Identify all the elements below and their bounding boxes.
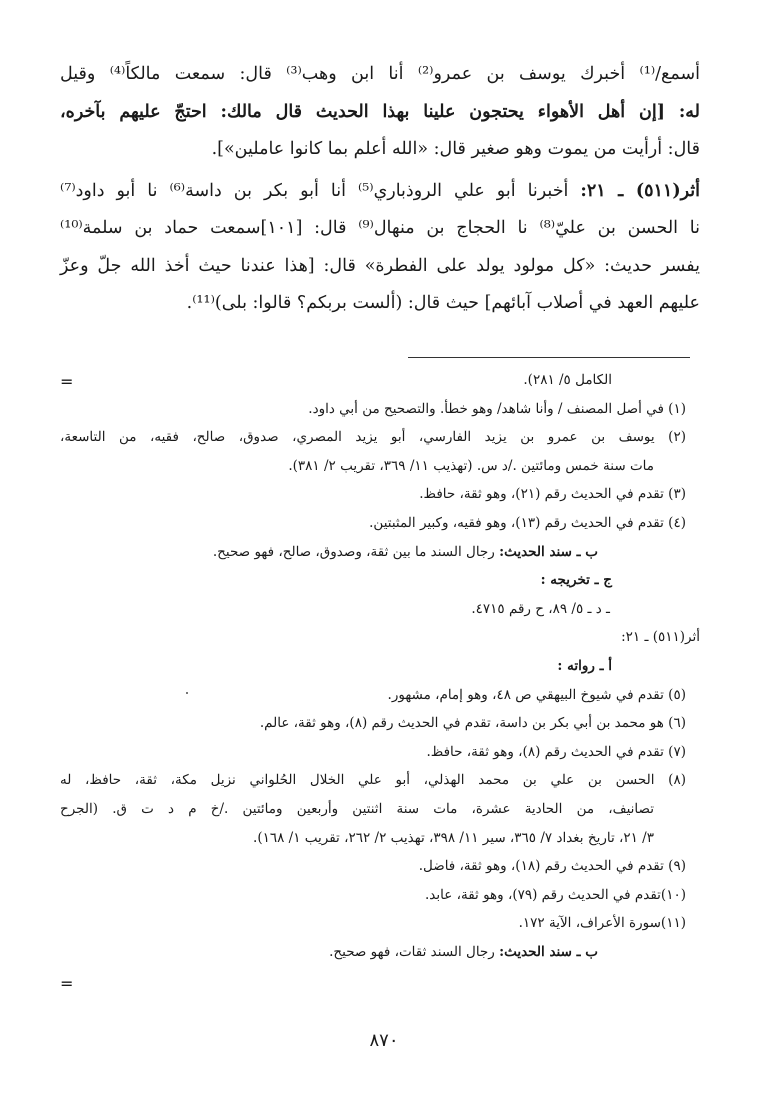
sanad-line: ب ـ سند الحديث: رجال السند ما بين ثقة، وصدوق، صالح، فهو صحيح. bbox=[212, 543, 598, 560]
footnote-1: (١) في أصل المصنف / وأنا شاهد/ وهو خطأ. والتصحيح من أبي داود. bbox=[308, 400, 686, 417]
footnote-8-cont: ٣/ ٢١، تاريخ بغداد ٧/ ٣٦٥، سير ١١/ ٣٩٨، تهذيب ٢/ ٢٦٢، تقريب ١/ ١٦٨). bbox=[253, 829, 654, 846]
main-line: عليهم العهد في أصلاب آبائهم] حيث قال: (ألست بربكم؟ قالوا: بلى)⁽¹¹⁾. bbox=[186, 293, 700, 313]
scan-speck bbox=[186, 692, 188, 694]
takhrij-line: ـ د ـ ٥/ ٨٩، ح رقم ٤٧١٥. bbox=[471, 600, 610, 617]
takhrij-heading: ج ـ تخريجه : bbox=[540, 572, 612, 589]
continuation-mark: = bbox=[60, 974, 74, 993]
main-line: له: [إن أهل الأهواء يحتجون علينا بهذا الحديث قال مالك: احتجّ عليهم بآخره، bbox=[60, 101, 700, 122]
athar-heading: أثر(٥١١) ـ ٢١: bbox=[580, 180, 700, 201]
athar-label: أثر(٥١١) ـ ٢١: bbox=[621, 629, 700, 646]
footnote-3: (٣) تقدم في الحديث رقم (٢١)، وهو ثقة، حافظ. bbox=[419, 486, 686, 503]
footnotes bbox=[60, 366, 700, 966]
main-line: أسمع/⁽¹⁾ أخبرك يوسف بن عمرو⁽²⁾ أنا ابن وهب⁽³⁾ قال: سمعت مالكاً⁽⁴⁾ وقيل bbox=[60, 64, 700, 84]
footnote-9: (٩) تقدم في الحديث رقم (١٨)، وهو ثقة، فاضل. bbox=[418, 858, 686, 875]
sanad-line: ب ـ سند الحديث: رجال السند ثقات، فهو صحيح. bbox=[329, 943, 598, 960]
ruwat-heading: أ ـ رواته : bbox=[557, 657, 612, 674]
footnote-8: (٨) الحسن بن علي بن محمد الهذلي، أبو علي الخلال الحُلواني نزيل مكة، ثقة، حافظ، له bbox=[60, 772, 686, 789]
footnote-6: (٦) هو محمد بن أبي بكر بن داسة، تقدم في الحديث رقم (٨)، وهو ثقة، عالم. bbox=[259, 715, 686, 732]
footnote-11: (١١)سورة الأعراف، الآية ١٧٢. bbox=[518, 915, 686, 932]
footnote-8-cont: تصانيف، من الحادية عشرة، مات سنة اثنتين وأربعين ومائتين ./خ م د ت ق. (الجرح bbox=[60, 800, 654, 817]
footnote-line: الكامل ٥/ ٢٨١). bbox=[523, 372, 612, 388]
main-line: أثر(٥١١) ـ ٢١: أخبرنا أبو علي الروذباري⁽⁵⁾ أنا أبو بكر بن داسة⁽⁶⁾ نا أبو داود⁽⁷⁾ bbox=[60, 180, 700, 201]
footnote-separator bbox=[408, 357, 690, 358]
page-number: ٨٧٠ bbox=[369, 1030, 399, 1051]
footnote-2: (٢) يوسف بن عمرو بن يزيد الفارسي، أبو يزيد المصري، صدوق، صالح، فقيه، من التاسعة، bbox=[60, 429, 686, 446]
main-line: قال: أرأيت من يموت وهو صغير قال: «الله أعلم بما كانوا عاملين»]. bbox=[211, 139, 700, 159]
main-line: نا الحسن بن عليّ⁽⁸⁾ نا الحجاج بن منهال⁽⁹⁾ قال: [١٠١]سمعت حماد بن سلمة⁽¹⁰⁾ bbox=[60, 218, 700, 238]
main-text bbox=[60, 56, 700, 323]
continuation-mark: = bbox=[60, 372, 74, 391]
footnote-10: (١٠)تقدم في الحديث رقم (٧٩)، وهو ثقة، عابد. bbox=[425, 886, 686, 903]
footnote-4: (٤) تقدم في الحديث رقم (١٣)، وهو فقيه، وكبير المثبتين. bbox=[369, 514, 686, 531]
footnote-2-cont: مات سنة خمس ومائتين ./د س. (تهذيب ١١/ ٣٦٩، تقريب ٢/ ٣٨١). bbox=[288, 457, 654, 474]
footnote-5: (٥) تقدم في شيوخ البيهقي ص ٤٨، وهو إمام، مشهور. bbox=[387, 686, 686, 703]
main-line: يفسر حديث: «كل مولود يولد على الفطرة» قال: [هذا عندنا حيث أخذ الله جلّ وعزّ bbox=[60, 255, 700, 276]
footnote-7: (٧) تقدم في الحديث رقم (٨)، وهو ثقة، حافظ. bbox=[426, 743, 686, 760]
